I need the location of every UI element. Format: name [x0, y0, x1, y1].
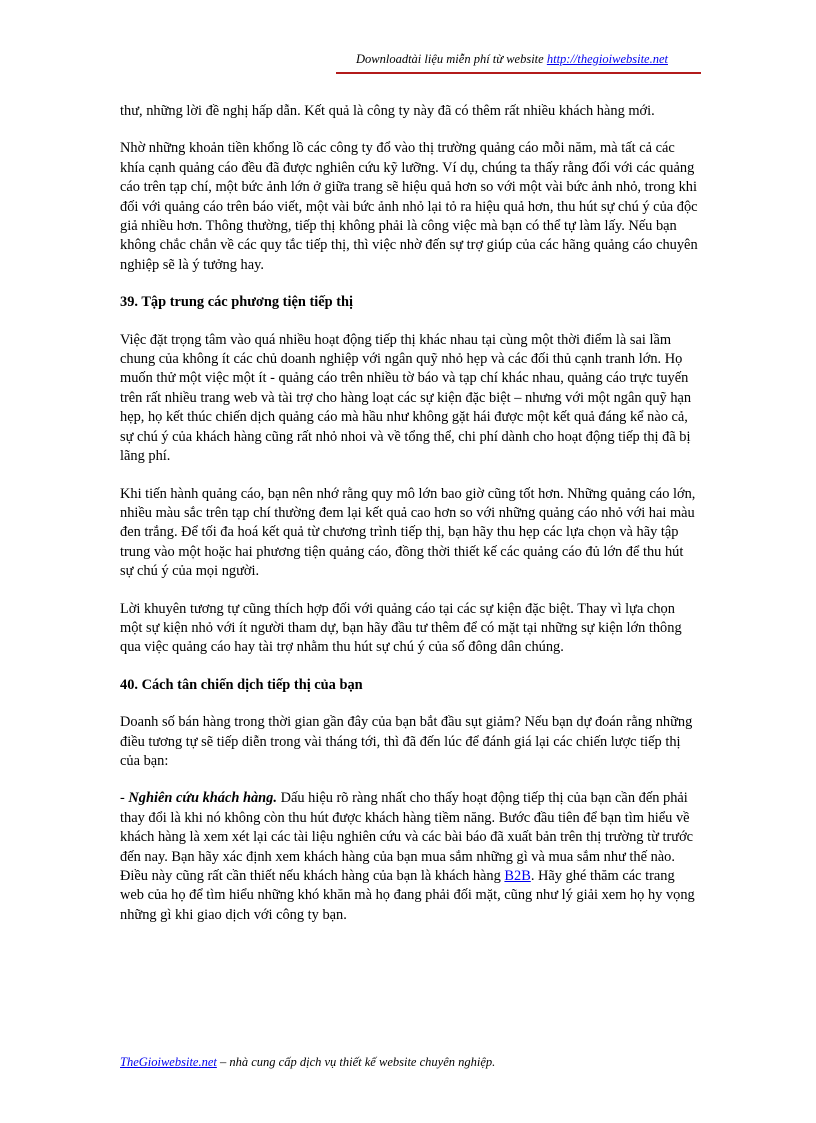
paragraph-5: Lời khuyên tương tự cũng thích hợp đối với quảng cáo tại các sự kiện đặc biệt. Thay vì lựa chọn một sự kiện nhỏ với ít người tham dự, bạn hãy đầu tư thêm để có mặt tại những sự kiện lớn thông qua việc quảng cáo hay tài trợ nhằm thu hút sự chú ý của số đông dân chúng. — [120, 600, 682, 656]
paragraph-7-text-end: . Hãy ghé thăm các trang web của họ để tìm hiểu những khó khăn mà họ đang phải đối mặt, cũng như lý giải xem họ hy vọng những gì khi giao dịch với công ty bạn. — [120, 868, 695, 923]
section-heading-39: 39. Tập trung các phương tiện tiếp thị — [120, 294, 354, 311]
page-header — [356, 52, 668, 67]
paragraph-7-text: Dấu hiệu rõ ràng nhất cho thấy hoạt động tiếp thị của bạn cần đến phải thay đổi là khi nó không còn thu hút được khách hàng tiềm năng. Bước đầu tiên để bạn tìm hiểu về khách hàng là xem xét lại các tài liệu nghiên cứu và các bài báo đã xuất bản trên thị trường từ trước đến nay. Bạn hãy xác định xem khách hàng của bạn mua sắm những gì và mua sắm như thế nào. Điều này cũng rất cần thiết nếu khách hàng của bạn là khách hàng — [120, 790, 694, 884]
paragraph-3: Việc đặt trọng tâm vào quá nhiều hoạt động tiếp thị khác nhau tại cùng một thời điểm là sai lầm chung của không ít các chủ doanh nghiệp với ngân quỹ nhỏ hẹp và các đối thủ cạnh tranh lớn. Họ muốn thử một việc một ít - quảng cáo trên nhiều tờ báo và tạp chí khác nhau, quảng cáo trực tuyến trên rất nhiều trang web và tài trợ cho hàng loạt các sự kiện đặc biệt – nhưng với một ngân quỹ hạn hẹp, họ kết thúc chiến dịch quảng cáo mà hầu như không gặt hái được một kết quả đáng kể nào cả, sự chú ý của khách hàng cũng rất nhỏ nhoi và về tổng thể, chi phí dành cho hoạt động tiếp thị đã bị lãng phí. — [120, 331, 692, 465]
paragraph-2: Nhờ những khoản tiền khổng lồ các công ty đổ vào thị trường quảng cáo mỗi năm, mà tất cả các khía cạnh quảng cáo đều đã được nghiên cứu kỹ lưỡng. Ví dụ, chúng ta thấy rằng đối với các quảng cáo trên tạp chí, một bức ảnh lớn ở giữa trang sẽ hiệu quả hơn so với một vài bức ảnh nhỏ, trong khi đối với quảng cáo trên báo viết, một vài bức ảnh nhỏ lại tỏ ra hiệu quả hơn, thu hút sự chú ý của độc giả nhiều hơn. Thông thường, tiếp thị không phải là công việc mà bạn có thể tự làm lấy. Nếu bạn không chắc chắn về các quy tắc tiếp thị, thì việc nhờ đến sự trợ giúp của các hãng quảng cáo chuyên nghiệp sẽ là ý tưởng hay. — [120, 140, 698, 273]
header-link[interactable]: http://thegioiwebsite.net — [546, 52, 669, 66]
b2b-link[interactable]: B2B — [504, 868, 531, 884]
paragraph-1: thư, những lời đề nghị hấp dẫn. Kết quả là công ty này đã có thêm rất nhiều khách hàng mới. — [120, 103, 655, 119]
document-body — [120, 102, 698, 943]
page-footer — [120, 1055, 495, 1070]
list-dash: - — [120, 790, 129, 807]
footer-link[interactable]: TheGioiwebsite.net — [120, 1055, 217, 1069]
footer-text: – nhà cung cấp dịch vụ thiết kế website chuyên nghiệp. — [216, 1055, 496, 1069]
paragraph-4: Khi tiến hành quảng cáo, bạn nên nhớ rằng quy mô lớn bao giờ cũng tốt hơn. Những quảng cáo lớn, nhiều màu sắc trên tạp chí thường đem lại kết quả cao hơn so với những quảng cáo nhỏ với hai màu đen trắng. Để tối đa hoá kết quả từ chương trình tiếp thị, bạn hãy thu hẹp các lựa chọn và hãy tập trung vào một hoặc hai phương tiện quảng cáo, đồng thời thiết kế các quảng cáo đủ lớn để thu hút sự chú ý của mọi người. — [120, 485, 696, 580]
header-text: Downloadtài liệu miễn phí từ website — [356, 52, 547, 66]
paragraph-7-lead: Nghiên cứu khách hàng. — [128, 790, 277, 807]
section-heading-40: 40. Cách tân chiến dịch tiếp thị của bạn — [120, 676, 363, 693]
paragraph-7 — [120, 789, 698, 925]
paragraph-6: Doanh số bán hàng trong thời gian gần đây của bạn bắt đầu sụt giảm? Nếu bạn dự đoán rằng những điều tương tự sẽ tiếp diễn trong vài tháng tới, thì đã đến lúc để đánh giá lại các chiến lược tiếp thị của bạn: — [120, 714, 693, 769]
header-rule — [336, 72, 701, 74]
